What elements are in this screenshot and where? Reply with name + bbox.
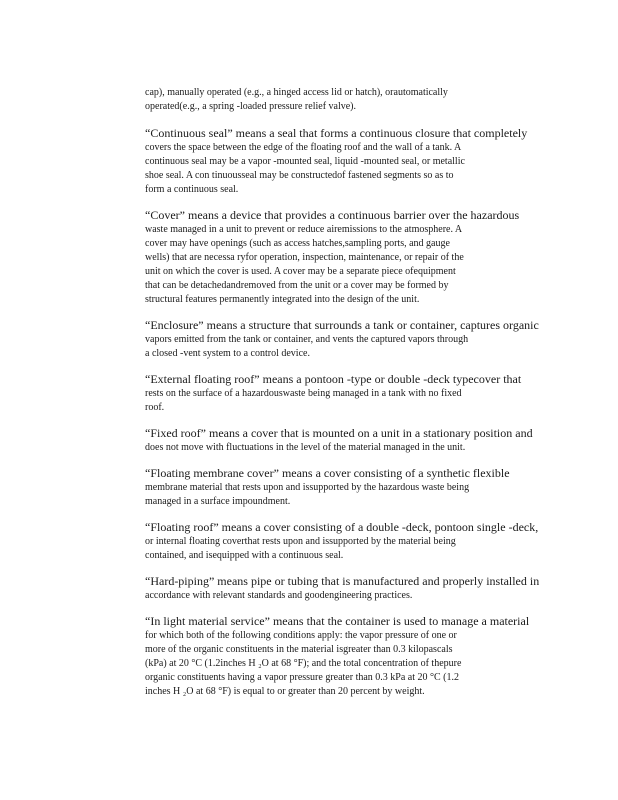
text-line: organic constituents having a vapor pressure greater than 0.3 kPa at 20 °C (1.2 [145,672,460,683]
text-line: membrane material that rests upon and issupported by the hazardous waste being [145,482,470,493]
text-line: a closed -vent system to a control device. [145,348,310,359]
text-line: form a continuous seal. [145,184,239,195]
definition-cover [145,208,543,307]
definition-lead-line: “Fixed roof” means a cover that is mounted on a unit in a stationary position and [145,426,533,440]
definition-lead-line: “Hard-piping” means pipe or tubing that is manufactured and properly installed in [145,574,540,588]
text-line: vapors emitted from the tank or container, and vents the captured vapors through [145,334,469,345]
definition-fixed-roof [145,426,543,455]
text-line: unit on which the cover is used. A cover may be a separate piece ofequipment [145,266,456,277]
definition-lead-line: “In light material service” means that the container is used to manage a material [145,614,530,628]
text-line: shoe seal. A con tinuousseal may be constructedof fastened segments so as to [145,170,454,181]
definition-lead-line: “Floating membrane cover” means a cover consisting of a synthetic flexible [145,466,510,480]
text-line: cap), manually operated (e.g., a hinged access lid or hatch), orautomatically [145,87,448,98]
text-line: that can be detachedandremoved from the unit or a cover may be formed by [145,280,449,291]
definition-light-material-service [145,614,543,699]
definition-floating-roof [145,520,543,563]
definition-lead-line: “Floating roof” means a cover consisting of a double -deck, pontoon single -deck, [145,520,539,534]
text-line: structural features permanently integrated into the design of the unit. [145,294,420,305]
text-line: does not move with fluctuations in the level of the material managed in the unit. [145,442,466,453]
definition-lead-line: “Cover” means a device that provides a continuous barrier over the hazardous [145,208,520,222]
text-line: covers the space between the edge of the floating roof and the wall of a tank. A [145,142,462,153]
definition-enclosure [145,318,543,361]
definition-lead-line: “Enclosure” means a structure that surrounds a tank or container, captures organic [145,318,539,332]
text-line: managed in a surface impoundment. [145,496,291,507]
definition-floating-membrane-cover [145,466,543,509]
text-line: wells) that are necessa ryfor operation, inspection, maintenance, or repair of the [145,252,464,263]
definition-lead-line: “External floating roof” means a pontoon -type or double -deck typecover that [145,372,522,386]
definition-hard-piping [145,574,543,603]
text-line: operated(e.g., a spring -loaded pressure relief valve). [145,101,357,112]
text-line: more of the organic constituents in the material isgreater than 0.3 kilopascals [145,644,453,655]
text-line: roof. [145,402,165,413]
definition-lead-line: “Continuous seal” means a seal that forms a continuous closure that completely [145,126,528,140]
text-line: for which both of the following conditions apply: the vapor pressure of one or [145,630,457,641]
definition-continuous-seal [145,126,543,197]
text-line: rests on the surface of a hazardouswaste being managed in a tank with no fixed [145,388,462,399]
text-line: cover may have openings (such as access hatches,sampling ports, and gauge [145,238,450,249]
text-line: waste managed in a unit to prevent or reduce airemissions to the atmosphere. A [145,224,463,235]
text-line: contained, and isequipped with a continuous seal. [145,550,344,561]
text-line: (kPa) at 20 °C (1.2inches H ₂O at 68 °F); and the total concentration of thepure [145,658,462,669]
document-page [145,86,543,710]
definition-external-floating-roof [145,372,543,415]
paragraph-continuation [145,86,543,114]
text-line: continuous seal may be a vapor -mounted seal, liquid -mounted seal, or metallic [145,156,465,167]
text-line: accordance with relevant standards and goodengineering practices. [145,590,413,601]
text-line: or internal floating coverthat rests upon and issupported by the material being [145,536,456,547]
text-line: inches H ₂O at 68 °F) is equal to or greater than 20 percent by weight. [145,686,425,697]
